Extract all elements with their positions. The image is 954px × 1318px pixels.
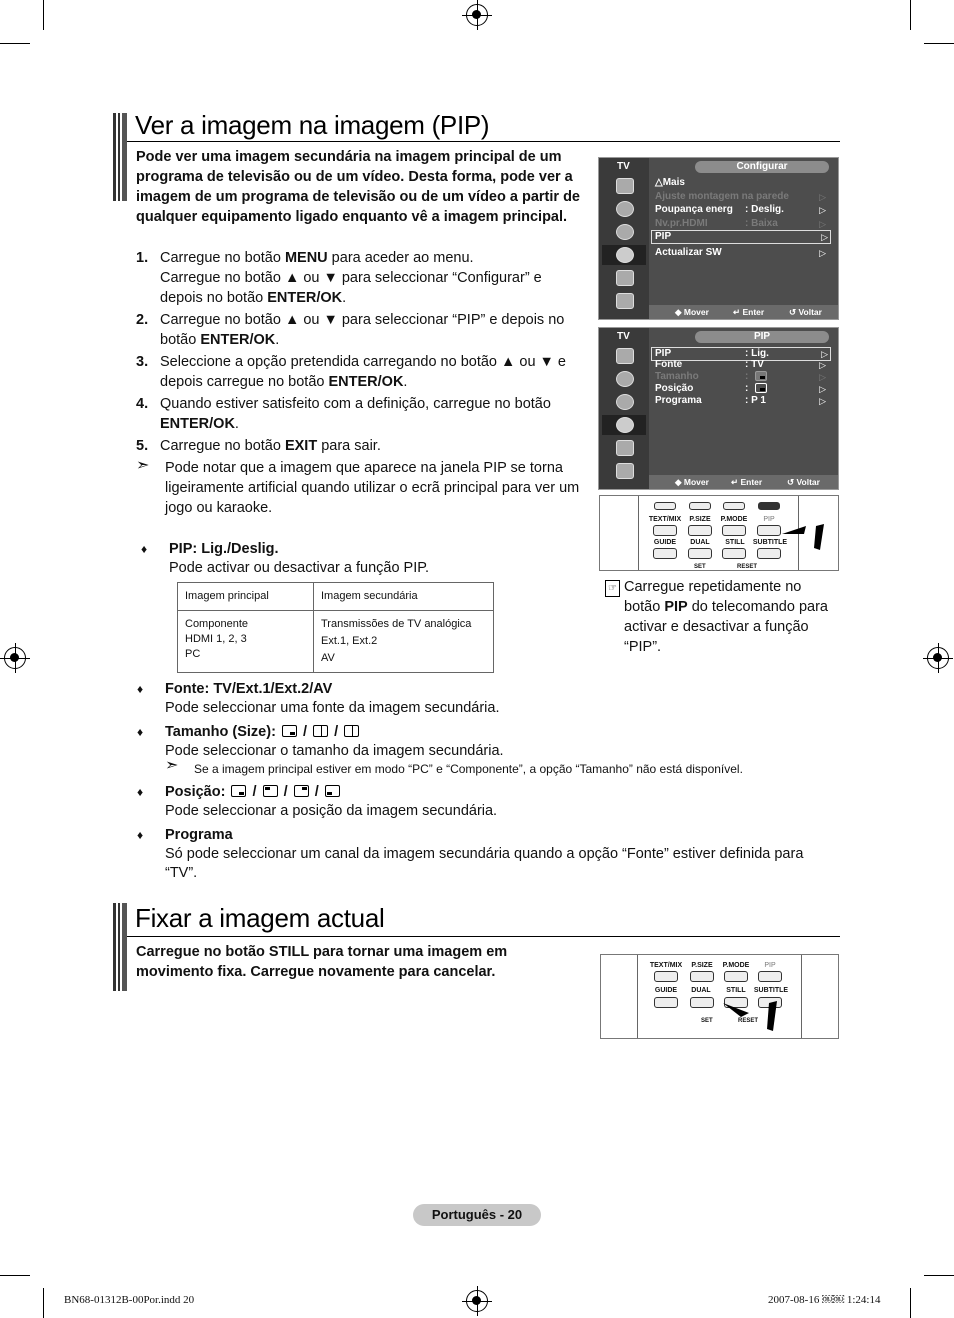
menu-row-selected[interactable]: PIP ▷ [651,230,831,244]
page-number: Português - 20 [413,1204,541,1226]
crop-mark [43,1288,44,1318]
menu-row: Ajuste montagem na parede ▷ [655,191,826,202]
bullet-fonte: ♦ Fonte: TV/Ext.1/Ext.2/AV Pode seleccionar uma fonte da imagem secundária. [137,681,500,716]
position-top-right-icon [294,785,309,797]
menu-row-selected[interactable]: PIP : Lig. ▷ [651,347,831,361]
bullet-diamond-icon: ♦ [137,725,144,739]
still-button[interactable] [722,548,746,559]
menu-icon-sound [602,199,646,219]
position-icon [755,383,767,393]
menu-row: Programa : P 1 ▷ [655,395,826,406]
note-arrow-icon: ➣ [136,457,150,474]
remote-tip: ☞ Carregue repetidamente no botão PIP do telecomando para activar e desactivar a função “PIP”. [624,577,839,657]
size-icon [755,371,767,381]
bullet-tamanho: ♦ Tamanho (Size): / / Pode seleccionar o tamanho da imagem secundária. ➣ Se a imagem principal estiver em modo “PC” e “Componente”, a opção “Tamanho” não está disponível. [165,723,845,777]
pmode-button[interactable] [722,525,746,536]
guide-button[interactable] [654,997,678,1008]
remote-control-pip: TEXT/MIX P.SIZE P.MODE PIP GUIDE DUAL STILL SUBTITLE SET RESET [599,495,839,571]
menu-footer: ◆ Mover ↵ Enter ↺ Voltar [649,475,838,489]
menu-icon-support [602,291,646,311]
source-table [177,582,494,673]
position-bottom-left-icon [325,785,340,797]
crop-mark [0,1275,30,1276]
step-3: 3. Seleccione a opção pretendida carregando no botão ▲ ou ▼ e depois carregue no botão ENTER/OK. [136,354,566,390]
intro-text: Pode ver uma imagem secundária na imagem principal de um programa de televisão ou de um vídeo. Desta forma, pode ver a imagem de um programa de televisão ou de um vídeo a partir de qualquer equipamento ligado enquanto vê a imagem principal. [136,149,580,225]
note-arrow-icon: ➣ [165,757,179,774]
step-5: 5. Carregue no botão EXIT para sair. [136,438,381,454]
steps-list [136,248,581,518]
text-mix-button[interactable] [653,525,677,536]
crop-mark [910,1288,911,1318]
pip-button[interactable] [758,971,782,982]
bullet-diamond-icon: ♦ [141,542,148,556]
bullet-diamond-icon: ♦ [137,682,144,696]
registration-mark-icon [466,1290,488,1312]
registration-mark-icon [466,4,488,26]
menu-icon-support [602,461,646,481]
registration-mark-icon [4,647,26,669]
step-2: 2. Carregue no botão ▲ ou ▼ para seleccionar “PIP” e depois no botão ENTER/OK. [136,312,565,348]
menu-tab: Configurar [695,161,829,173]
menu-row: Posição : ▷ [655,383,826,394]
bullet-posicao: ♦ Posição: / / / Pode seleccionar a posição da imagem secundária. [137,784,498,819]
position-top-left-icon [263,785,278,797]
pip-button[interactable] [757,525,781,536]
menu-icon-picture [602,176,646,196]
menu-row: Actualizar SW ▷ [655,247,826,258]
crop-mark [924,1275,954,1276]
dual-button[interactable] [688,548,712,559]
table-cell: Componente HDMI 1, 2, 3 PC [178,611,314,673]
section-rule [127,141,840,142]
menu-icon-input [602,268,646,288]
section-rule [127,936,840,937]
registration-mark-icon [927,647,949,669]
crop-mark [0,43,30,44]
psize-button[interactable] [688,525,712,536]
crop-mark [43,0,44,30]
menu-icon-picture [602,346,646,366]
note: ➣ Pode notar que a imagem que aparece na janela PIP se torna ligeiramente artificial quando utilizar o ecrã principal para ver um jogo ou karaoke. [136,457,580,516]
section-bar [113,903,127,991]
menu-row: △Mais [655,177,685,188]
pmode-button[interactable] [724,971,748,982]
text-mix-button[interactable] [654,971,678,982]
note: ➣ Se a imagem principal estiver em modo “PC” e “Componente”, a opção “Tamanho” não está disponível. [165,757,743,776]
tv-menu-configurar: TV Configurar △Mais Ajuste montagem na parede ▷ Poupança energ : Deslig. ▷ Nv.pr.HDMI : Baixa ▷ PIP ▷ Actualizar SW ▷ ◆ Mover ↵ Enter ↺ Voltar [598,157,839,320]
section-title: Ver a imagem na imagem (PIP) [135,110,490,140]
menu-tab: PIP [695,331,829,343]
menu-row: Fonte : TV ▷ [655,359,826,370]
pip-size-double-icon [313,725,328,737]
date-slug: 2007-08-16 ￼￼ 1:24:14 [768,1294,881,1306]
menu-icon-channel [602,392,646,412]
intro-text: Carregue no botão STILL para tornar uma imagem em movimento fixa. Carregue novamente para cancelar. [136,944,508,980]
pointing-hand-icon [780,522,830,554]
bullet-programa: ♦ Programa Só pode seleccionar um canal da imagem secundária quando a opção “Fonte” estiver definida para “TV”. [137,827,804,881]
remote-note-icon: ☞ [605,580,620,597]
menu-row: Nv.pr.HDMI : Baixa ▷ [655,218,826,229]
step-1: 1. Carregue no botão MENU para aceder ao menu. Carregue no botão ▲ ou ▼ para seleccionar “Configurar” e depois no botão ENTER/OK. [136,250,542,306]
menu-icon-setup [602,245,646,265]
position-bottom-right-icon [231,785,246,797]
pip-size-small-icon [282,725,297,737]
menu-icon-setup [602,415,646,435]
dual-button[interactable] [690,997,714,1008]
psize-button[interactable] [690,971,714,982]
file-slug: BN68-01312B-00Por.indd 20 [64,1294,195,1306]
bullet-diamond-icon: ♦ [137,785,144,799]
menu-icon-channel [602,222,646,242]
remote-control-still: TEXT/MIX P.SIZE P.MODE PIP GUIDE DUAL STILL SUBTITLE SET RESET [600,954,839,1039]
pip-size-double-wide-icon [344,725,359,737]
subtitle-button[interactable] [757,548,781,559]
crop-mark [924,43,954,44]
menu-row: Poupança energ : Deslig. ▷ [655,204,826,215]
menu-row: Tamanho : ▷ [655,371,826,382]
guide-button[interactable] [653,548,677,559]
table-header: Imagem secundária [314,583,494,611]
section-title: Fixar a imagem actual [135,903,385,933]
menu-footer: ◆ Mover ↵ Enter ↺ Voltar [649,305,838,319]
bullet-pip: ♦ PIP: Lig./Deslig. Pode activar ou desactivar a função PIP. [141,541,430,576]
bullet-diamond-icon: ♦ [137,828,144,842]
menu-icon-sound [602,369,646,389]
table-header: Imagem principal [178,583,314,611]
step-4: 4. Quando estiver satisfeito com a definição, carregue no botão ENTER/OK. [136,396,551,432]
table-cell: Transmissões de TV analógica Ext.1, Ext.2 AV [314,611,494,673]
pointing-hand-icon [719,999,789,1035]
tv-menu-pip: TV PIP PIP : Lig. ▷ Fonte : TV ▷ Tamanho : ▷ Posição : ▷ Programa : P 1 ▷ ◆ Mover ↵ Enter ↺ Voltar [598,327,839,490]
section-bar [113,113,127,201]
crop-mark [910,0,911,30]
menu-icon-input [602,438,646,458]
